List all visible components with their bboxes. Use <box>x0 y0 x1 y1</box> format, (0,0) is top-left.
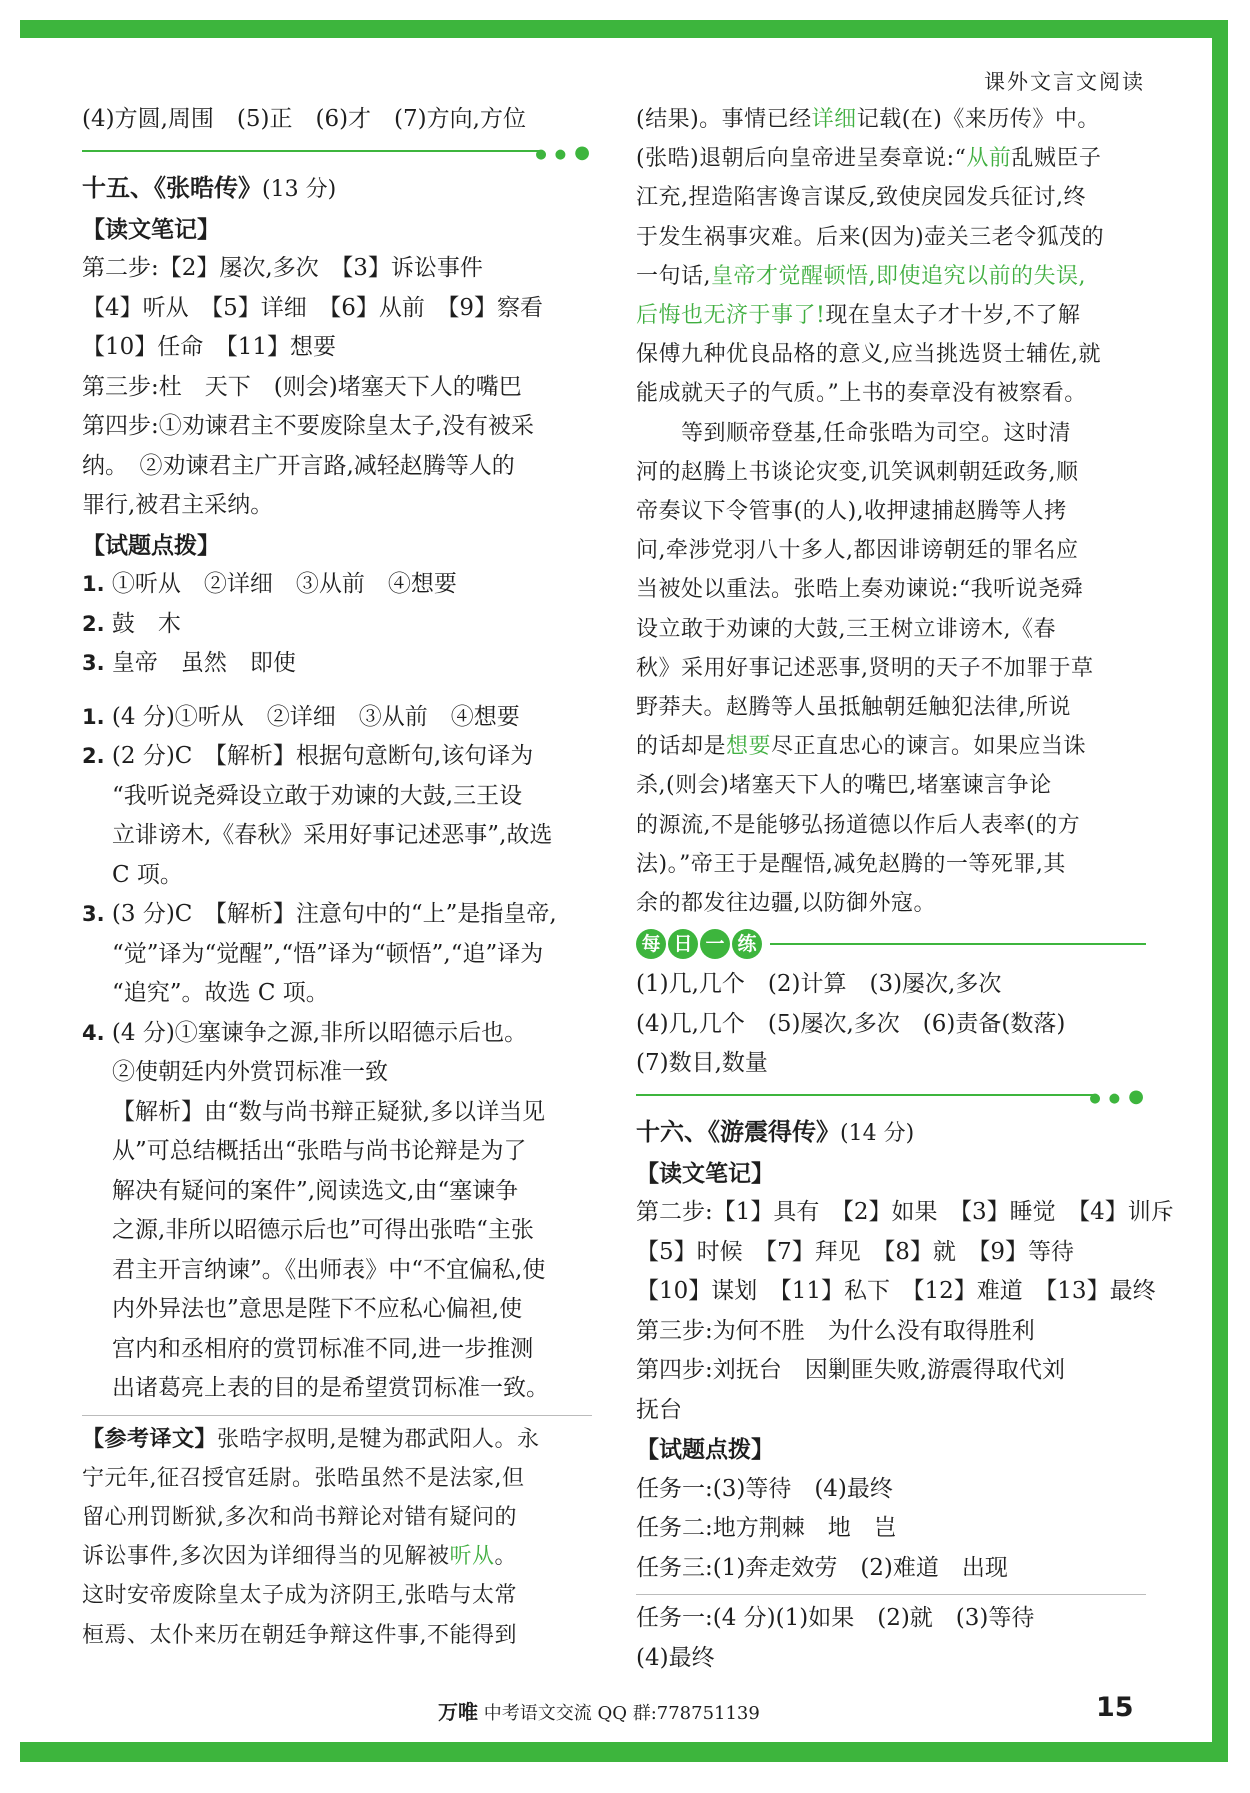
answer-line: 【解析】由“数与尚书辩正疑狱,多以详当见 <box>112 1098 546 1125</box>
translation-line: 帝奏议下令管事(的人),收押逮捕赵腾等人拷 <box>636 499 1067 525</box>
translation-line: 江充,捏造陷害谗言谋反,致使戾园发兵征讨,终 <box>636 185 1086 211</box>
notes-line: 【5】时候 【7】拜见 【8】就 【9】等待 <box>636 1238 1075 1265</box>
daily-item: (4)几,几个 (5)屡次,多次 (6)责备(数落) <box>636 1010 1066 1037</box>
translation-line: 问,牵涉党羽八十多人,都因诽谤朝廷的罪名应 <box>636 538 1079 564</box>
translation-line: 秋》采用好事记述恶事,贤明的天子不加罪于草 <box>636 655 1094 681</box>
answer-item: 1. (4 分)①听从 ②详细 ③从前 ④想要 <box>82 703 520 730</box>
daily-badge: 练 <box>732 929 762 959</box>
brand-logo: 万唯 <box>438 1700 478 1724</box>
translation-line: 宁元年,征召授官廷尉。张晧虽然不是法家,但 <box>82 1465 525 1491</box>
green-frame-bottom <box>20 1742 1228 1762</box>
answer-line: 之源,非所以昭德示后也”可得出张晧“主张 <box>112 1217 534 1243</box>
section-15-title: 十五、《张晧传》(13 分) <box>82 172 337 202</box>
answer-item: 任务一:(4 分)(1)如果 (2)就 (3)等待 <box>636 1605 1035 1632</box>
translation-line: 【参考译文】张晧字叔明,是犍为郡武阳人。永 <box>82 1425 540 1452</box>
footer-note: 万唯 中考语文交流 QQ 群:778751139 <box>438 1700 760 1724</box>
notes-heading: 【读文笔记】 <box>636 1159 774 1187</box>
daily-item: (1)几,几个 (2)计算 (3)屡次,多次 <box>636 971 1002 998</box>
answer-line: 君主开言纳谏”。《出师表》中“不宜偏私,使 <box>112 1256 546 1283</box>
translation-line: 杀,(则会)堵塞天下人的嘴巴,堵塞谏言争论 <box>636 773 1052 799</box>
notes-heading: 【读文笔记】 <box>82 215 220 243</box>
answer-line: (4)最终 <box>636 1644 715 1671</box>
daily-badge: 日 <box>668 929 698 959</box>
running-header: 课外文言文阅读 <box>984 70 1145 94</box>
translation-line: 野莽夫。赵腾等人虽抵触朝廷触犯法律,所说 <box>636 695 1071 721</box>
section-16-title: 十六、《游震得传》(14 分) <box>636 1116 915 1146</box>
translation-line: 设立敢于劝谏的大鼓,三王树立诽谤木,《春 <box>636 616 1056 642</box>
translation-line: (张晧)退朝后向皇帝进呈奏章说:“从前乱贼臣子 <box>636 146 1102 172</box>
notes-line: 第三步:为何不胜 为什么没有取得胜利 <box>636 1317 1035 1344</box>
daily-item: (7)数目,数量 <box>636 1050 768 1077</box>
translation-line: 桓焉、太仆来历在朝廷争辩这件事,不能得到 <box>82 1622 517 1648</box>
answer-line: 内外异法也”意思是陛下不应私心偏袒,使 <box>112 1296 523 1322</box>
tip-item: 3. 皇帝 虽然 即使 <box>82 650 296 676</box>
answer-line: “我听说尧舜设立敢于劝谏的大鼓,三王设 <box>112 782 523 809</box>
translation-line: 留心刑罚断狱,多次和尚书辩论对错有疑问的 <box>82 1504 517 1530</box>
answer-line: ②使朝廷内外赏罚标准一致 <box>112 1059 388 1085</box>
answer-line: “追究”。故选 C 项。 <box>112 980 329 1006</box>
tip-item: 任务一:(3)等待 (4)最终 <box>636 1475 893 1502</box>
translation-line: 的话却是想要尽正直忠心的谏言。如果应当诛 <box>636 734 1087 760</box>
translation-line: 当被处以重法。张晧上奏劝谏说:“我听说尧舜 <box>636 577 1084 603</box>
translation-line: 于发生祸事灾难。后来(因为)壶关三老令狐茂的 <box>636 224 1105 250</box>
daily-badge: 每 <box>636 929 666 959</box>
answer-line: 从”可总结概括出“张晧与尚书论辩是为了 <box>112 1138 527 1164</box>
translation-line: 后悔也无济于事了!现在皇太子才十岁,不了解 <box>636 303 1081 329</box>
notes-line: 第三步:杜 天下 (则会)堵塞天下人的嘴巴 <box>82 373 522 400</box>
left-column <box>82 100 592 1655</box>
answer-line: 宫内和丞相府的赏罚标准不同,进一步推测 <box>112 1335 534 1362</box>
daily-badge: 一 <box>700 929 730 959</box>
green-frame-right <box>1212 20 1228 1760</box>
right-column <box>636 100 1174 1678</box>
top-line: (4)方圆,周围 (5)正 (6)才 (7)方向,方位 <box>82 106 526 132</box>
tip-item: 2. 鼓 木 <box>82 610 181 637</box>
answer-line: 立诽谤木,《春秋》采用好事记述恶事”,故选 <box>112 822 553 848</box>
answer-line: C 项。 <box>112 861 183 888</box>
tip-item: 任务三:(1)奔走效劳 (2)难道 出现 <box>636 1554 1008 1581</box>
translation-line: 河的赵腾上书谈论灾变,讥笑讽刺朝廷政务,顺 <box>636 459 1079 485</box>
green-frame-top <box>20 20 1228 38</box>
notes-line: 【10】谋划 【11】私下 【12】难道 【13】最终 <box>636 1278 1156 1305</box>
translation-line: 法)。”帝王于是醒悟,减免赵腾的一等死罪,其 <box>636 851 1066 877</box>
translation-line: 等到顺帝登基,任命张晧为司空。这时清 <box>636 420 1071 446</box>
answer-item: 4. (4 分)①塞谏争之源,非所以昭德示后也。 <box>82 1019 528 1046</box>
notes-line: 第二步:【1】具有 【2】如果 【3】睡觉 【4】训斥 <box>636 1199 1174 1226</box>
translation-line: 诉讼事件,多次因为详细得当的见解被听从。 <box>82 1544 518 1570</box>
answer-item: 2. (2 分)C 【解析】根据句意断句,该句译为 <box>82 743 534 769</box>
translation-line: 这时安帝废除皇太子成为济阴王,张晧与太常 <box>82 1583 517 1609</box>
notes-line: 【4】听从 【5】详细 【6】从前 【9】察看 <box>82 294 544 321</box>
tips-heading: 【试题点拨】 <box>636 1436 774 1464</box>
translation-line: 的源流,不是能够弘扬道德以作后人表率(的方 <box>636 812 1081 838</box>
notes-line: 罪行,被君主采纳。 <box>82 492 274 518</box>
translation-line: 余的都发往边疆,以防御外寇。 <box>636 891 936 917</box>
translation-line: 能成就天子的气质。”上书的奏章没有被察看。 <box>636 381 1087 407</box>
tip-item: 任务二:地方荆棘 地 岂 <box>636 1515 897 1542</box>
translation-line: 一句话,皇帝才觉醒顿悟,即使追究以前的失误, <box>636 263 1086 289</box>
notes-line: 【10】任命 【11】想要 <box>82 334 337 360</box>
notes-line: 第四步:刘抚台 因剿匪失败,游震得取代刘 <box>636 1357 1066 1384</box>
thin-divider <box>82 1415 592 1416</box>
answer-item: 3. (3 分)C 【解析】注意句中的“上”是指皇帝, <box>82 901 557 927</box>
notes-line: 第四步:①劝谏君主不要废除皇太子,没有被采 <box>82 413 535 439</box>
answer-line: 出诸葛亮上表的目的是希望赏罚标准一致。 <box>112 1375 549 1401</box>
notes-line: 第二步:【2】屡次,多次 【3】诉讼事件 <box>82 255 483 281</box>
section-divider: ● ● ● <box>636 1084 1146 1106</box>
daily-practice-banner <box>636 923 1146 965</box>
tips-heading: 【试题点拨】 <box>82 531 220 559</box>
thin-divider <box>636 1594 1146 1595</box>
answer-line: “觉”译为“觉醒”,“悟”译为“顿悟”,“追”译为 <box>112 940 544 967</box>
page-number: 15 <box>1096 1692 1134 1723</box>
notes-line: 纳。 ②劝谏君主广开言路,减轻赵腾等人的 <box>82 452 515 479</box>
translation-line: 保傅九种优良品格的意义,应当挑选贤士辅佐,就 <box>636 342 1101 368</box>
notes-line: 抚台 <box>636 1396 682 1423</box>
section-divider: ● ● ● <box>82 140 592 162</box>
tip-item: 1. ①听从 ②详细 ③从前 ④想要 <box>82 571 457 597</box>
translation-line: (结果)。事情已经详细记载(在)《来历传》中。 <box>636 107 1100 132</box>
answer-line: 解决有疑问的案件”,阅读选文,由“塞谏争 <box>112 1177 519 1204</box>
